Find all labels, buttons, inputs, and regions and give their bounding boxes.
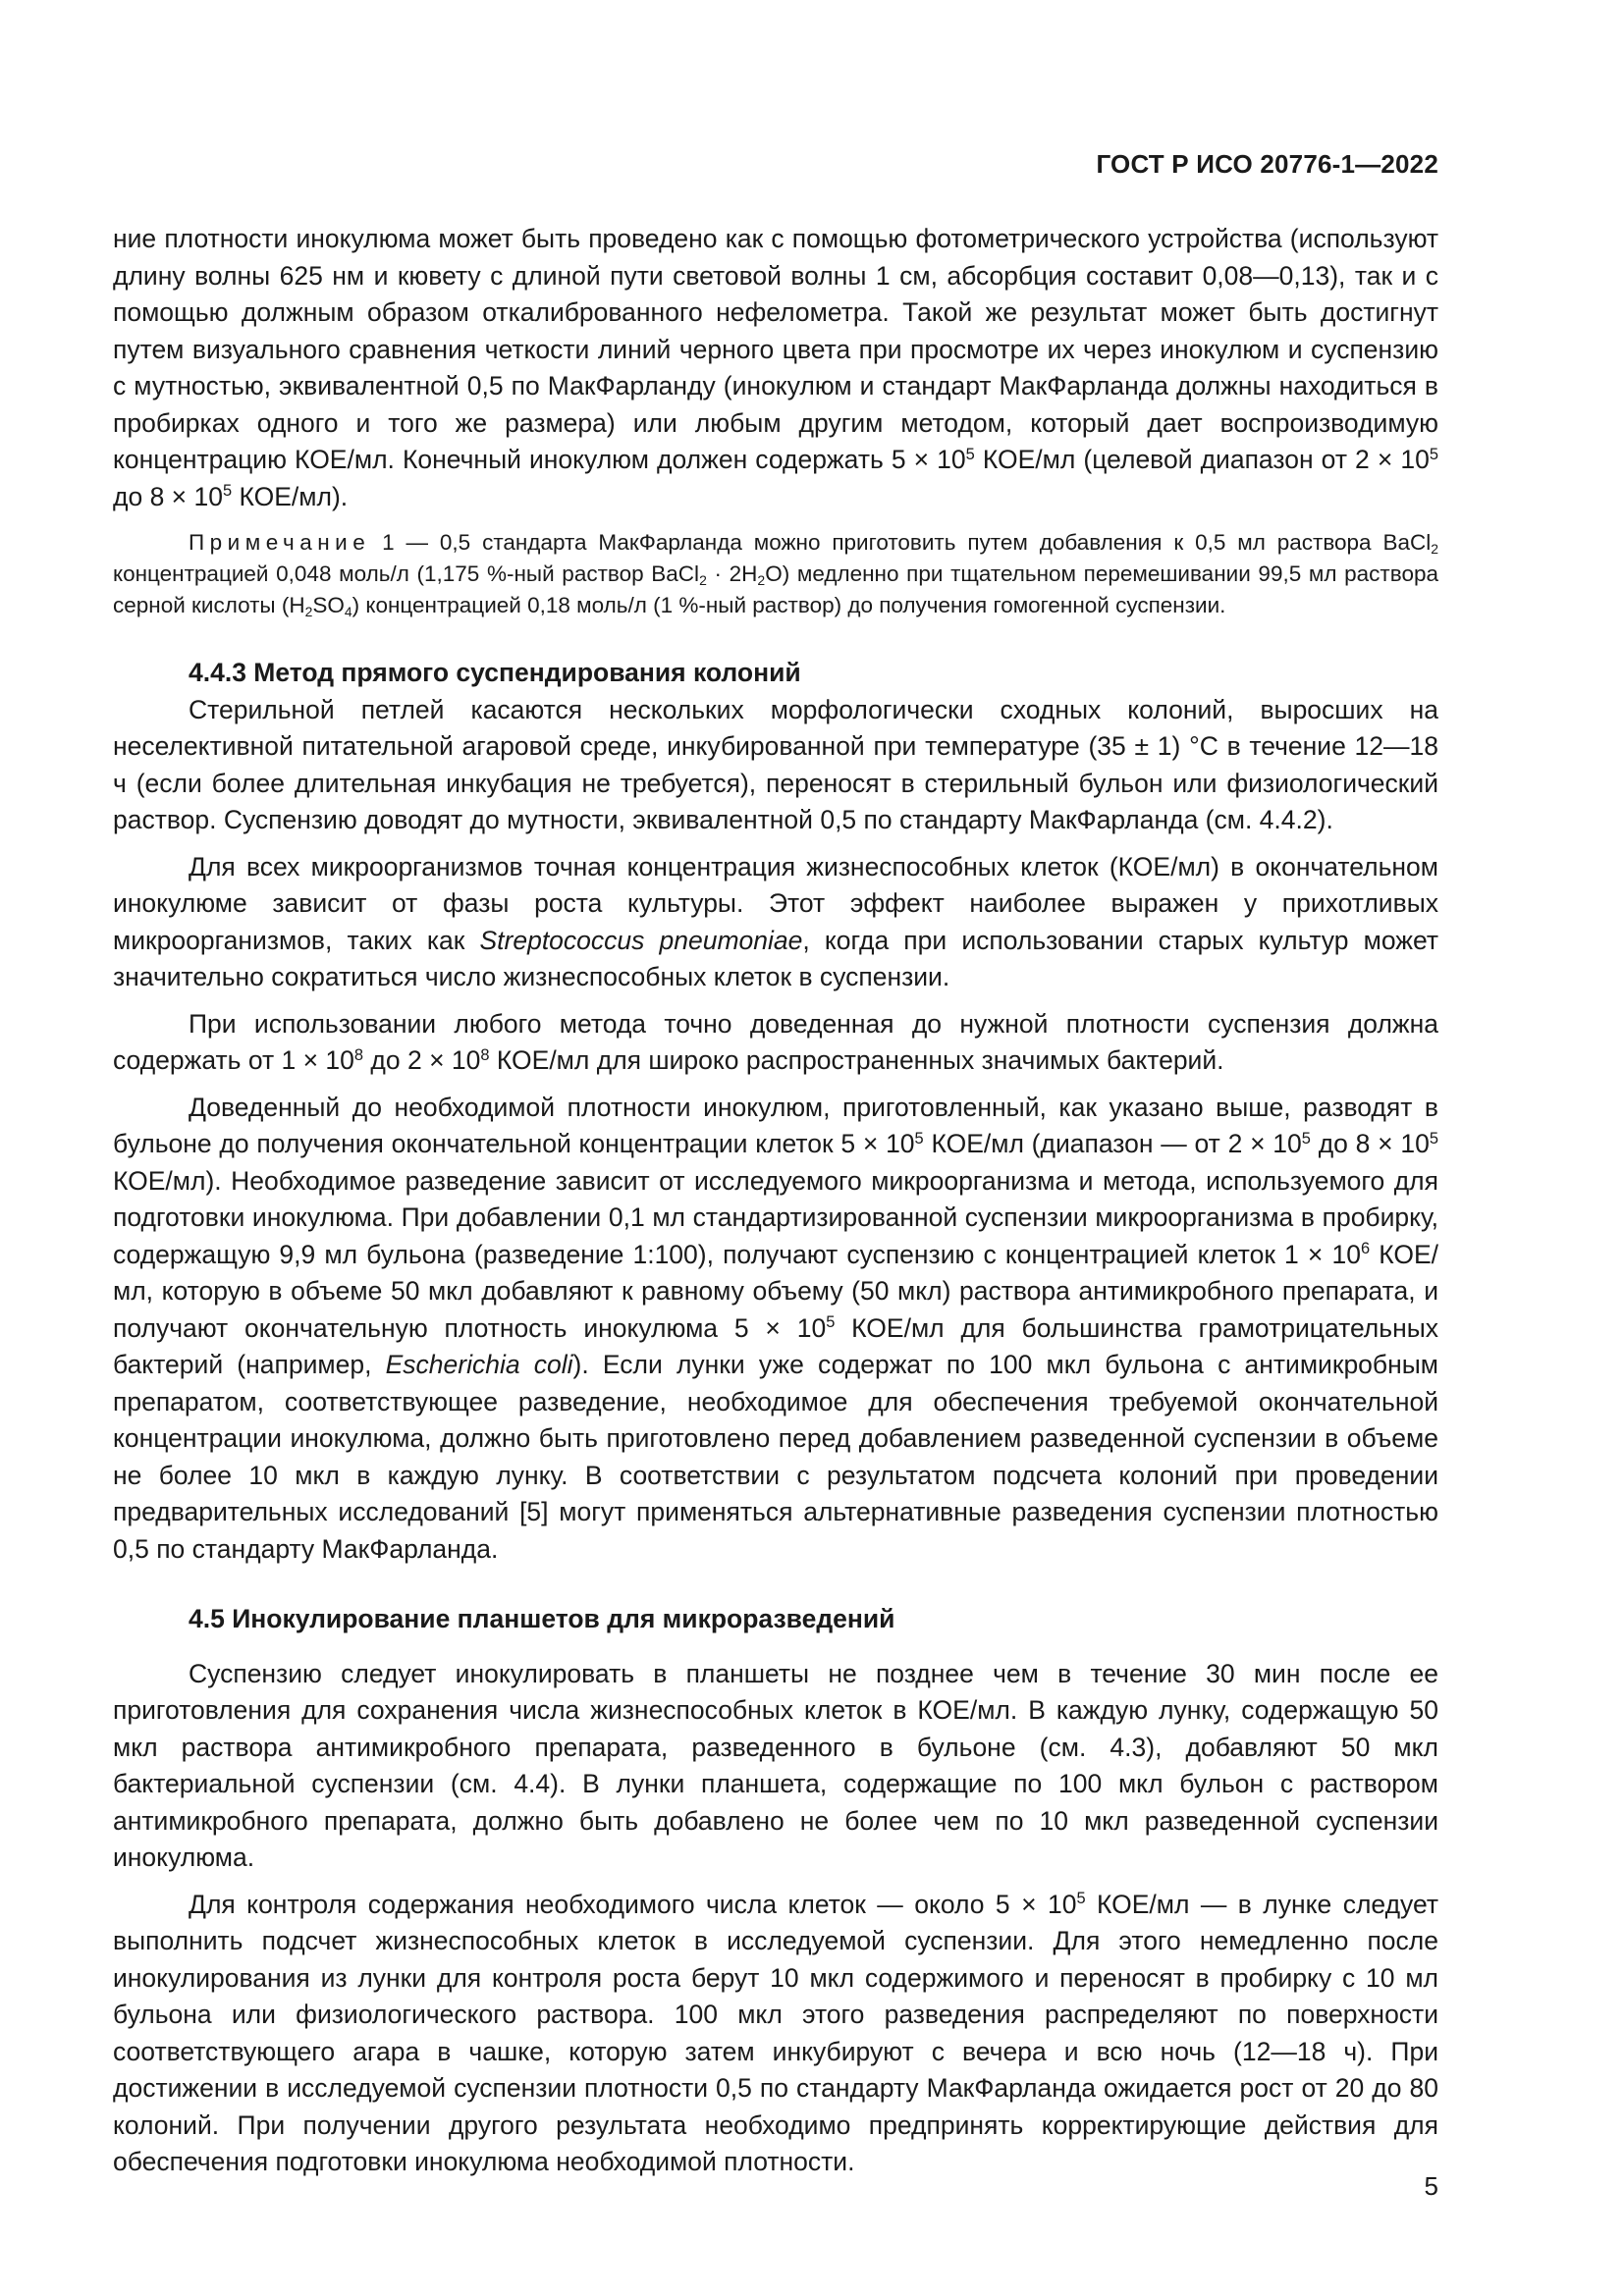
- text-span: Для контроля содержания необходимого числа клеток — около 5 × 10: [189, 1889, 1077, 1919]
- text-span: Доведенный до необходимой плотности инокулюм, приготовленный, как указано выше, разводят в бульоне до получения окончательной концентрации клеток 5 × 10: [113, 1092, 1438, 1158]
- superscript: 6: [1360, 1240, 1371, 1258]
- text-span: ). Если лунки уже содержат по 100 мкл бульона с антимикробным препаратом, соответствующее разведение, необходимое для обеспечения требуемой окончательной концентрации инокулюма, должно быть приготовлено перед добавлением разведенной суспензии в объеме не более 10 мкл в каждую лунку. В соответствии с результатом подсчета колоний при проведении предварительных исследований [5] могут применяться альтернативные разведения суспензии плотностью 0,5 по стандарту МакФарланда.: [113, 1350, 1438, 1564]
- paragraph: [113, 1090, 1438, 1569]
- text-span: КОЕ/мл для широко распространенных значимых бактерий.: [489, 1045, 1224, 1075]
- page-number: 5: [1424, 2171, 1438, 2201]
- text-span: КОЕ/мл для большинства грамотрицательных бактерий (например,: [113, 1312, 1439, 1379]
- text-span: КОЕ/мл (целевой диапазон от 2 × 10: [974, 445, 1430, 474]
- superscript: 5: [1429, 1129, 1438, 1148]
- paragraph: Суспензию следует инокулировать в планшеты не позднее чем в течение 30 мин после ее приготовления для сохранения числа жизнеспособных клеток в КОЕ/мл. В каждую лунку, содержащую 50 мкл раствора антимикробного препарата, разведенного в бульоне (см. 4.3), добавляют 50 мкл бактериальной суспензии (см. 4.4). В лунки планшета, содержащие по 100 мкл бульон с раствором антимикробного препарата, должно быть добавлено не более чем по 10 мкл разведенной суспензии инокулюма.: [113, 1658, 1438, 1872]
- text-span: КОЕ/мл (диапазон — от 2 × 10: [923, 1129, 1302, 1158]
- text-span: ) концентрацией 0,18 моль/л (1 %-ный раствор) до получения гомогенной суспензии.: [352, 593, 1226, 617]
- paragraph: [113, 849, 1438, 996]
- subscript: 2: [757, 572, 766, 589]
- text-span: ние плотности инокулюма может быть проведено как с помощью фотометрического устройства (используют длину волны 625 нм и кювету с длиной пути световой волны 1 см, абсорбция составит 0,08—0,13), так и с помощью должным образом откалиброванного нефелометра. Такой же результат может быть достигнут путем визуального сравнения четкости линий черного цвета при просмотре их через инокулюм и суспензию с мутностью, эквивалентной 0,5 по МакФарланду (инокулюм и стандарт МакФарланда должны находиться в пробирках одного и того же размера) или любым другим методом, который дает воспроизводимую концентрацию КОЕ/мл. Конечный инокулюм должен содержать 5 × 10: [113, 224, 1438, 474]
- paragraph-density: [113, 221, 1438, 515]
- subscript: 2: [699, 572, 707, 589]
- superscript: 8: [353, 1045, 364, 1064]
- body-text: [113, 221, 1438, 2181]
- note-label: Примечание: [189, 530, 371, 555]
- text-span: КОЕ/мл).: [232, 481, 349, 511]
- section-heading-4-5: 4.5 Инокулирование планшетов для микроразведений: [189, 1604, 895, 1633]
- species-name: Streptococcus pneumoniae: [479, 925, 803, 955]
- superscript: 5: [826, 1313, 836, 1332]
- superscript: 5: [1076, 1890, 1086, 1908]
- superscript: 5: [1301, 1129, 1311, 1148]
- text-span: до 8 × 10: [113, 481, 223, 511]
- subscript: 4: [344, 604, 352, 620]
- text-span: , когда при использовании старых культур может значительно сократиться число жизнеспособных клеток в суспензии.: [113, 925, 1438, 991]
- text-span: КОЕ/мл, которую в объеме 50 мкл добавляют к равному объему (50 мкл) раствора антимикробного препарата, и получают окончательную плотность инокулюма 5 × 10: [113, 1239, 1438, 1343]
- paragraph: [113, 1887, 1438, 2181]
- text-span: 1 — 0,5 стандарта МакФарланда можно приготовить путем добавления к 0,5 мл раствора BaCl: [370, 530, 1432, 555]
- text-span: O) медленно при тщательном перемешивании 99,5 мл раствора серной кислоты (H: [113, 561, 1438, 617]
- text-span: SO: [312, 593, 345, 617]
- text-span: КОЕ/мл). Необходимое разведение зависит от исследуемого микроорганизма и метода, используемого для подготовки инокулюма. При добавлении 0,1 мл стандартизированной суспензии микроорганизма в пробирку, содержащую 9,9 мл бульона (разведение 1:100), получают суспензию с концентрацией клеток 1 × 10: [113, 1165, 1438, 1269]
- superscript: 5: [222, 482, 233, 501]
- superscript: 5: [965, 445, 975, 463]
- species-name: Escherichia coli: [385, 1350, 573, 1379]
- text-span: концентрацией 0,048 моль/л (1,175 %-ный раствор BaCl: [113, 561, 700, 586]
- superscript: 8: [480, 1045, 490, 1064]
- superscript: 5: [1429, 445, 1438, 463]
- paragraph: [113, 1006, 1438, 1080]
- document-header: [1096, 149, 1438, 180]
- text-span: Для всех микроорганизмов точная концентрация жизнеспособных клеток (КОЕ/мл) в окончательном инокулюме зависит от фазы роста культуры. Этот эффект наиболее выражен у прихотливых микроорганизмов, таких как: [113, 851, 1438, 955]
- text-span: КОЕ/мл — в лунке следует выполнить подсчет жизнеспособных клеток в исследуемой суспензии. Для этого немедленно после инокулирования из лунки для контроля роста берут 10 мкл содержимого и переносят в пробирку с 10 мл бульона или физиологического раствора. 100 мкл этого разведения распределяют по поверхности соответствующего агара в чашке, которую затем инкубируют с вечера и всю ночь (12—18 ч). При достижении в исследуемой суспензии плотности 0,5 по стандарту МакФарланда ожидается рост от 20 до 80 колоний. При получении другого результата необходимо предпринять корректирующие действия для обеспечения подготовки инокулюма необходимой плотности.: [113, 1889, 1438, 2176]
- section-heading-4-4-3: 4.4.3 Метод прямого суспендирования колоний: [189, 658, 801, 687]
- note-paragraph: [113, 527, 1438, 621]
- text-span: до 8 × 10: [1310, 1129, 1430, 1158]
- text-span: При использовании любого метода точно доведенная до нужной плотности суспензия должна содержать от 1 × 10: [113, 1008, 1438, 1075]
- subscript: 2: [304, 604, 313, 620]
- paragraph: Стерильной петлей касаются нескольких морфологически сходных колоний, выросших на неселективной питательной агаровой среде, инкубированной при температуре (35 ± 1) °С в течение 12—18 ч (если более длительная инкубация не требуется), переносят в стерильный бульон или физиологический раствор. Суспензию доводят до мутности, эквивалентной 0,5 по стандарту МакФарланда (см. 4.4.2).: [113, 694, 1438, 834]
- document-id: ГОСТ Р ИСО 20776-1—2022: [1096, 149, 1438, 179]
- subscript: 2: [1431, 541, 1438, 558]
- text-span: · 2H: [706, 561, 758, 586]
- text-span: до 2 × 10: [363, 1045, 481, 1075]
- superscript: 5: [914, 1129, 924, 1148]
